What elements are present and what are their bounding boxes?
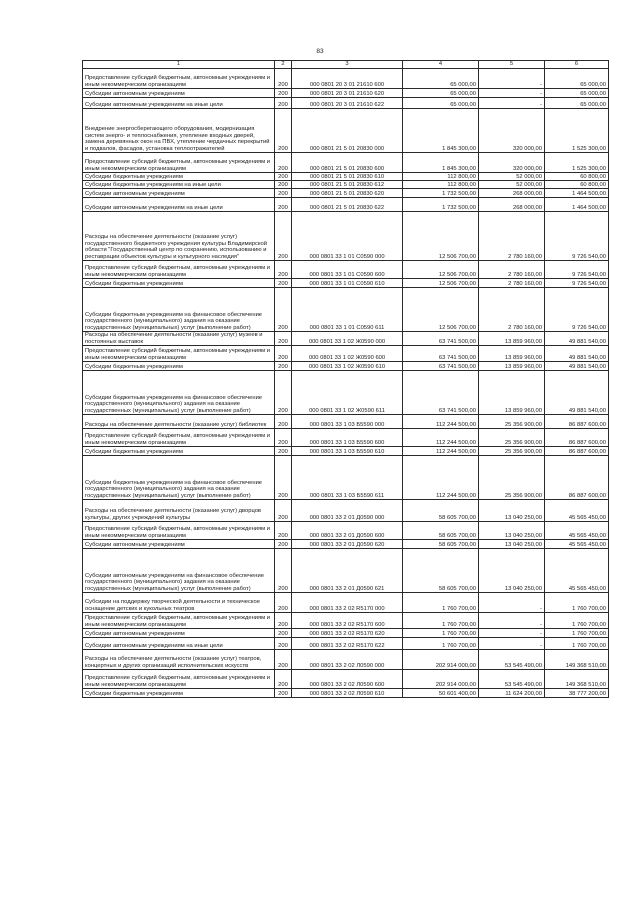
row-remainder-amount: 65 000,00 — [545, 98, 609, 109]
row-executed-amount: 52 000,00 — [479, 173, 545, 181]
table-row — [83, 540, 609, 549]
row-budget-code: 000 0801 33 1 02 Ж0590 611 — [292, 371, 403, 415]
row-code: 200 — [275, 613, 292, 629]
row-remainder-amount: 86 887 600,00 — [545, 429, 609, 447]
table-row — [83, 332, 609, 346]
row-approved-amount: 63 741 500,00 — [403, 362, 479, 371]
column-header: 3 — [292, 61, 403, 69]
row-description: Субсидии бюджетным учреждениям на финансовое обеспечение государственного (муниципального) задания на оказание государственных (муниципальных) услуг (выполнение работ) — [83, 371, 275, 415]
row-executed-amount: - — [479, 69, 545, 89]
row-code: 200 — [275, 650, 292, 670]
row-executed-amount: - — [479, 629, 545, 638]
row-budget-code: 000 0801 33 1 02 Ж0590 610 — [292, 362, 403, 371]
row-description: Расходы на обеспечение деятельности (оказание услуг) театров, концертных и других организаций исполнительских искусств — [83, 650, 275, 670]
row-description: Расходы на обеспечение деятельности (оказание услуг) музеев и постоянных выставок — [83, 332, 275, 346]
row-executed-amount: 25 356 900,00 — [479, 456, 545, 500]
row-executed-amount: 13 040 250,00 — [479, 522, 545, 540]
row-budget-code: 000 0801 33 2 01 Д0590 620 — [292, 540, 403, 549]
row-description: Предоставление субсидий бюджетным, автономным учреждениям и иным некоммерческим организациям — [83, 522, 275, 540]
row-approved-amount: 1 760 700,00 — [403, 638, 479, 650]
table-row — [83, 456, 609, 500]
row-code: 200 — [275, 198, 292, 212]
row-description: Расходы на обеспечение деятельности (оказание услуг) государственного бюджетного учреждения культуры Владимирской области "Государственный центр по сохранению, использованию и реставрации объектов культуры и культурного наследия" — [83, 212, 275, 261]
row-remainder-amount: 86 887 600,00 — [545, 415, 609, 429]
row-code: 200 — [275, 153, 292, 173]
row-approved-amount: 112 244 500,00 — [403, 415, 479, 429]
table-body — [83, 69, 609, 698]
row-description: Субсидии бюджетным учреждениям — [83, 362, 275, 371]
row-budget-code: 000 0801 33 1 03 Б5590 600 — [292, 429, 403, 447]
row-remainder-amount: 1 760 700,00 — [545, 629, 609, 638]
row-approved-amount: 1 760 700,00 — [403, 593, 479, 613]
row-description: Субсидии бюджетным учреждениям на финансовое обеспечение государственного (муниципального) задания на оказание государственных (муниципальных) услуг (выполнение работ) — [83, 288, 275, 332]
table-row — [83, 198, 609, 212]
row-description: Субсидии автономным учреждениям — [83, 629, 275, 638]
row-approved-amount: 112 244 500,00 — [403, 447, 479, 456]
row-code: 200 — [275, 181, 292, 189]
row-budget-code: 000 0801 33 1 02 Ж0590 000 — [292, 332, 403, 346]
row-remainder-amount: 9 726 540,00 — [545, 261, 609, 279]
row-description: Субсидии на поддержку творческой деятельности и техническое оснащение детских и кукольных театров — [83, 593, 275, 613]
row-remainder-amount: 1 525 300,00 — [545, 153, 609, 173]
table-row — [83, 593, 609, 613]
row-budget-code: 000 0801 20 3 01 21610 620 — [292, 89, 403, 98]
table-row — [83, 181, 609, 189]
row-remainder-amount: 49 881 540,00 — [545, 346, 609, 362]
row-approved-amount: 112 244 500,00 — [403, 429, 479, 447]
row-executed-amount: 52 000,00 — [479, 181, 545, 189]
row-description: Субсидии бюджетным учреждениям — [83, 447, 275, 456]
row-description: Субсидии бюджетным учреждениям — [83, 173, 275, 181]
row-executed-amount: 13 859 960,00 — [479, 362, 545, 371]
row-description: Субсидии бюджетным учреждениям на иные цели — [83, 181, 275, 189]
row-approved-amount: 202 914 000,00 — [403, 670, 479, 689]
row-description: Предоставление субсидий бюджетным, автономным учреждениям и иным некоммерческим организациям — [83, 613, 275, 629]
row-description: Предоставление субсидий бюджетным, автономным учреждениям и иным некоммерческим организациям — [83, 346, 275, 362]
table-row — [83, 629, 609, 638]
row-executed-amount: 11 624 200,00 — [479, 689, 545, 698]
row-description: Субсидии автономным учреждениям на иные цели — [83, 638, 275, 650]
table-row — [83, 346, 609, 362]
row-remainder-amount: 45 565 450,00 — [545, 540, 609, 549]
row-approved-amount: 65 000,00 — [403, 89, 479, 98]
row-remainder-amount: 49 881 540,00 — [545, 371, 609, 415]
row-code: 200 — [275, 415, 292, 429]
row-code: 200 — [275, 189, 292, 198]
row-approved-amount: 1 732 500,00 — [403, 189, 479, 198]
row-remainder-amount: 149 368 510,00 — [545, 670, 609, 689]
table-row — [83, 670, 609, 689]
row-code: 200 — [275, 346, 292, 362]
row-approved-amount: 1 760 700,00 — [403, 629, 479, 638]
row-budget-code: 000 0801 33 1 01 С0590 611 — [292, 288, 403, 332]
row-remainder-amount: 86 887 600,00 — [545, 447, 609, 456]
table-row — [83, 173, 609, 181]
column-header: 1 — [83, 61, 275, 69]
row-budget-code: 000 0801 33 1 01 С0590 000 — [292, 212, 403, 261]
row-executed-amount: 13 859 960,00 — [479, 332, 545, 346]
row-executed-amount: 13 859 960,00 — [479, 371, 545, 415]
table-row — [83, 279, 609, 288]
table-header-row — [83, 61, 609, 69]
row-executed-amount: 2 780 160,00 — [479, 279, 545, 288]
row-approved-amount: 65 000,00 — [403, 69, 479, 89]
table-row — [83, 429, 609, 447]
table-row — [83, 89, 609, 98]
table-row — [83, 371, 609, 415]
row-code: 200 — [275, 447, 292, 456]
row-approved-amount: 1 845 300,00 — [403, 109, 479, 153]
row-budget-code: 000 0801 33 1 01 С0590 610 — [292, 279, 403, 288]
row-description: Субсидии автономным учреждениям — [83, 189, 275, 198]
row-description: Субсидии бюджетным учреждениям на финансовое обеспечение государственного (муниципального) задания на оказание государственных (муниципальных) услуг (выполнение работ) — [83, 456, 275, 500]
row-code: 200 — [275, 522, 292, 540]
row-budget-code: 000 0801 33 1 03 Б5590 610 — [292, 447, 403, 456]
row-description: Субсидии автономным учреждениям — [83, 540, 275, 549]
row-remainder-amount: 86 887 600,00 — [545, 456, 609, 500]
row-budget-code: 000 0801 33 1 01 С0590 600 — [292, 261, 403, 279]
table-row — [83, 522, 609, 540]
row-executed-amount: 25 356 900,00 — [479, 415, 545, 429]
table-row — [83, 153, 609, 173]
row-description: Предоставление субсидий бюджетным, автономным учреждениям и иным некоммерческим организациям — [83, 670, 275, 689]
row-budget-code: 000 0801 21 5 01 20830 620 — [292, 189, 403, 198]
row-code: 200 — [275, 173, 292, 181]
row-executed-amount: 320 000,00 — [479, 109, 545, 153]
row-budget-code: 000 0801 21 5 01 20830 600 — [292, 153, 403, 173]
row-budget-code: 000 0801 33 2 02 R5170 600 — [292, 613, 403, 629]
row-code: 200 — [275, 288, 292, 332]
row-code: 200 — [275, 212, 292, 261]
row-approved-amount: 58 605 700,00 — [403, 549, 479, 593]
row-code: 200 — [275, 332, 292, 346]
row-budget-code: 000 0801 20 3 01 21610 622 — [292, 98, 403, 109]
row-remainder-amount: 1 464 500,00 — [545, 198, 609, 212]
row-executed-amount: 13 040 250,00 — [479, 549, 545, 593]
row-executed-amount: 25 356 900,00 — [479, 429, 545, 447]
row-code: 200 — [275, 109, 292, 153]
row-code: 200 — [275, 261, 292, 279]
row-description: Субсидии бюджетным учреждениям — [83, 689, 275, 698]
column-header: 4 — [403, 61, 479, 69]
row-description: Внедрение энергосберегающего оборудования, модернизация систем энерго- и теплоснабжения, утепление входных дверей, замена деревянных окон на ПВХ, утепление чердачных перекрытий и подвалов, фасадов, установка теплоотражателей — [83, 109, 275, 153]
row-executed-amount: 53 545 490,00 — [479, 670, 545, 689]
row-description: Субсидии автономным учреждениям — [83, 89, 275, 98]
row-approved-amount: 63 741 500,00 — [403, 371, 479, 415]
row-approved-amount: 1 760 700,00 — [403, 613, 479, 629]
row-approved-amount: 12 506 700,00 — [403, 288, 479, 332]
table-row — [83, 650, 609, 670]
row-remainder-amount: 45 565 450,00 — [545, 549, 609, 593]
row-approved-amount: 202 914 000,00 — [403, 650, 479, 670]
row-code: 200 — [275, 279, 292, 288]
table-row — [83, 689, 609, 698]
row-executed-amount: 2 780 160,00 — [479, 288, 545, 332]
row-approved-amount: 112 244 500,00 — [403, 456, 479, 500]
row-executed-amount: 268 000,00 — [479, 198, 545, 212]
row-executed-amount: - — [479, 638, 545, 650]
row-code: 200 — [275, 593, 292, 613]
table-row — [83, 447, 609, 456]
budget-table — [82, 60, 609, 698]
row-budget-code: 000 0801 33 2 01 Д0590 000 — [292, 500, 403, 522]
row-code: 200 — [275, 500, 292, 522]
table-row — [83, 613, 609, 629]
row-code: 200 — [275, 638, 292, 650]
row-remainder-amount: 149 368 510,00 — [545, 650, 609, 670]
table-row — [83, 415, 609, 429]
row-executed-amount: 53 545 490,00 — [479, 650, 545, 670]
table-row — [83, 261, 609, 279]
row-code: 200 — [275, 689, 292, 698]
row-budget-code: 000 0801 33 1 02 Ж0590 600 — [292, 346, 403, 362]
row-approved-amount: 112 800,00 — [403, 181, 479, 189]
row-remainder-amount: 1 760 700,00 — [545, 613, 609, 629]
row-code: 200 — [275, 371, 292, 415]
table-row — [83, 69, 609, 89]
row-budget-code: 000 0801 20 3 01 21610 600 — [292, 69, 403, 89]
row-remainder-amount: 49 881 540,00 — [545, 332, 609, 346]
column-header: 2 — [275, 61, 292, 69]
row-executed-amount: 13 859 960,00 — [479, 346, 545, 362]
row-executed-amount: 13 040 250,00 — [479, 540, 545, 549]
table-row — [83, 500, 609, 522]
row-description: Субсидии бюджетным учреждениям — [83, 279, 275, 288]
row-remainder-amount: 60 800,00 — [545, 181, 609, 189]
row-budget-code: 000 0801 21 5 01 20830 000 — [292, 109, 403, 153]
row-budget-code: 000 0801 33 2 01 Д0590 621 — [292, 549, 403, 593]
row-approved-amount: 1 845 300,00 — [403, 153, 479, 173]
row-executed-amount: 268 000,00 — [479, 189, 545, 198]
table-row — [83, 109, 609, 153]
row-remainder-amount: 45 565 450,00 — [545, 500, 609, 522]
row-description: Субсидии автономным учреждениям на иные цели — [83, 198, 275, 212]
row-budget-code: 000 0801 33 2 02 R5170 622 — [292, 638, 403, 650]
row-executed-amount: 25 356 900,00 — [479, 447, 545, 456]
row-budget-code: 000 0801 33 2 02 Л0590 610 — [292, 689, 403, 698]
table-row — [83, 288, 609, 332]
column-header: 5 — [479, 61, 545, 69]
row-approved-amount: 63 741 500,00 — [403, 346, 479, 362]
row-remainder-amount: 9 726 540,00 — [545, 288, 609, 332]
row-executed-amount: 2 780 160,00 — [479, 212, 545, 261]
row-budget-code: 000 0801 33 2 02 R5170 620 — [292, 629, 403, 638]
row-budget-code: 000 0801 21 5 01 20830 612 — [292, 181, 403, 189]
row-remainder-amount: 45 565 450,00 — [545, 522, 609, 540]
row-approved-amount: 12 506 700,00 — [403, 279, 479, 288]
table-row — [83, 549, 609, 593]
row-remainder-amount: 1 525 300,00 — [545, 109, 609, 153]
row-executed-amount: 13 040 250,00 — [479, 500, 545, 522]
row-code: 200 — [275, 540, 292, 549]
row-executed-amount: - — [479, 98, 545, 109]
row-remainder-amount: 60 800,00 — [545, 173, 609, 181]
row-budget-code: 000 0801 33 2 02 R5170 000 — [292, 593, 403, 613]
row-code: 200 — [275, 89, 292, 98]
row-description: Предоставление субсидий бюджетным, автономным учреждениям и иным некоммерческим организациям — [83, 429, 275, 447]
row-approved-amount: 58 605 700,00 — [403, 500, 479, 522]
row-description: Расходы на обеспечение деятельности (оказание услуг) дворцов культуры, других учреждений культуры — [83, 500, 275, 522]
row-approved-amount: 58 605 700,00 — [403, 540, 479, 549]
row-approved-amount: 12 506 700,00 — [403, 261, 479, 279]
row-code: 200 — [275, 362, 292, 371]
page-number: 83 — [316, 48, 324, 55]
row-approved-amount: 65 000,00 — [403, 98, 479, 109]
row-budget-code: 000 0801 33 2 01 Д0590 600 — [292, 522, 403, 540]
row-code: 200 — [275, 549, 292, 593]
column-header: 6 — [545, 61, 609, 69]
row-approved-amount: 63 741 500,00 — [403, 332, 479, 346]
row-code: 200 — [275, 670, 292, 689]
row-remainder-amount: 65 000,00 — [545, 89, 609, 98]
row-code: 200 — [275, 69, 292, 89]
table-row — [83, 98, 609, 109]
row-approved-amount: 1 732 500,00 — [403, 198, 479, 212]
row-remainder-amount: 1 760 700,00 — [545, 638, 609, 650]
row-remainder-amount: 38 777 200,00 — [545, 689, 609, 698]
row-description: Субсидии автономным учреждениям на иные цели — [83, 98, 275, 109]
row-description: Предоставление субсидий бюджетным, автономным учреждениям и иным некоммерческим организациям — [83, 261, 275, 279]
row-remainder-amount: 49 881 540,00 — [545, 362, 609, 371]
row-code: 200 — [275, 429, 292, 447]
table-row — [83, 189, 609, 198]
row-approved-amount: 112 800,00 — [403, 173, 479, 181]
table-row — [83, 212, 609, 261]
row-executed-amount: 320 000,00 — [479, 153, 545, 173]
row-code: 200 — [275, 629, 292, 638]
row-remainder-amount: 1 464 500,00 — [545, 189, 609, 198]
row-budget-code: 000 0801 33 1 03 Б5590 611 — [292, 456, 403, 500]
row-approved-amount: 12 506 700,00 — [403, 212, 479, 261]
row-executed-amount: - — [479, 593, 545, 613]
row-executed-amount: 2 780 160,00 — [479, 261, 545, 279]
row-budget-code: 000 0801 21 5 01 20830 610 — [292, 173, 403, 181]
row-description: Предоставление субсидий бюджетным, автономным учреждениям и иным некоммерческим организациям — [83, 69, 275, 89]
row-description: Субсидии автономным учреждениям на финансовое обеспечение государственного (муниципального) задания на оказание государственных (муниципальных) услуг (выполнение работ) — [83, 549, 275, 593]
row-executed-amount: - — [479, 89, 545, 98]
row-description: Предоставление субсидий бюджетным, автономным учреждениям и иным некоммерческим организациям — [83, 153, 275, 173]
table-row — [83, 362, 609, 371]
row-remainder-amount: 1 760 700,00 — [545, 593, 609, 613]
row-budget-code: 000 0801 21 5 01 20830 622 — [292, 198, 403, 212]
row-code: 200 — [275, 98, 292, 109]
row-remainder-amount: 9 726 540,00 — [545, 212, 609, 261]
row-remainder-amount: 9 726 540,00 — [545, 279, 609, 288]
row-approved-amount: 50 601 400,00 — [403, 689, 479, 698]
row-executed-amount: - — [479, 613, 545, 629]
row-approved-amount: 58 605 700,00 — [403, 522, 479, 540]
table-row — [83, 638, 609, 650]
row-budget-code: 000 0801 33 1 03 Б5590 000 — [292, 415, 403, 429]
row-budget-code: 000 0801 33 2 02 Л0590 000 — [292, 650, 403, 670]
row-description: Расходы на обеспечение деятельности (оказание услуг) библиотек — [83, 415, 275, 429]
row-budget-code: 000 0801 33 2 02 Л0590 600 — [292, 670, 403, 689]
row-remainder-amount: 65 000,00 — [545, 69, 609, 89]
row-code: 200 — [275, 456, 292, 500]
